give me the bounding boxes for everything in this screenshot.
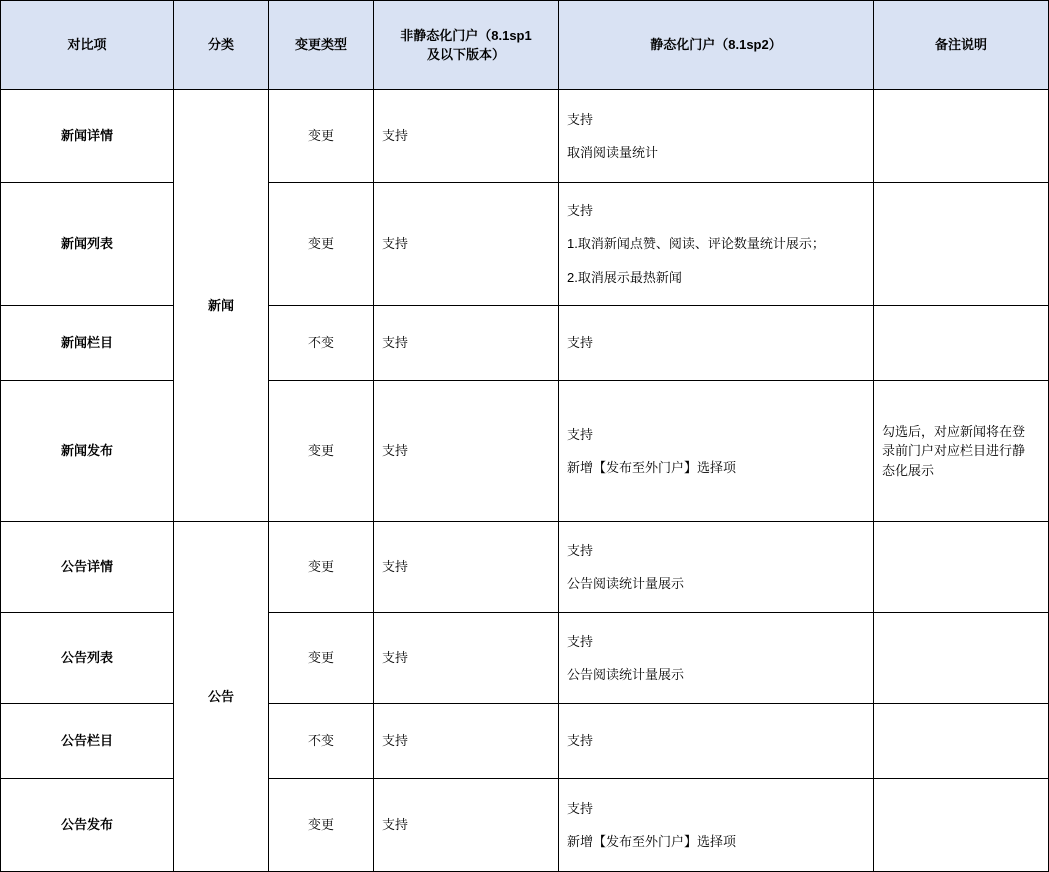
cell-non-static: 支持 [374, 381, 559, 522]
table-row [1, 704, 1049, 779]
static-line: 支持 [567, 800, 594, 816]
cell-remark [874, 90, 1049, 183]
cell-change-type: 不变 [269, 306, 374, 381]
header-row [1, 1, 1049, 90]
cell-remark [874, 704, 1049, 779]
remark-line: 录前门户对应栏目进行静 [882, 443, 1026, 459]
static-line: 2.取消展示最热新闻 [567, 269, 682, 285]
cell-change-type: 变更 [269, 779, 374, 872]
cell-item: 公告栏目 [1, 704, 174, 779]
cell-item: 新闻详情 [1, 90, 174, 183]
cell-remark [874, 779, 1049, 872]
cell-static [559, 183, 874, 306]
static-line: 支持 [567, 633, 594, 649]
static-line: 1.取消新闻点赞、阅读、评论数量统计展示； [567, 236, 825, 252]
header-cell-remark: 备注说明 [874, 1, 1049, 90]
cell-static [559, 779, 874, 872]
cell-static [559, 522, 874, 613]
table-header [1, 1, 1049, 90]
table-row [1, 522, 1049, 613]
static-line: 支持 [567, 542, 594, 558]
cell-non-static: 支持 [374, 306, 559, 381]
header-cell-change-type: 变更类型 [269, 1, 374, 90]
cell-remark [874, 522, 1049, 613]
remark-line: 态化展示 [882, 462, 935, 478]
static-line: 支持 [567, 202, 594, 218]
table-row [1, 306, 1049, 381]
static-line: 支持 [567, 335, 594, 351]
table-row [1, 779, 1049, 872]
cell-non-static: 支持 [374, 90, 559, 183]
static-line: 支持 [567, 111, 594, 127]
header-cell-item: 对比项 [1, 1, 174, 90]
cell-remark [874, 613, 1049, 704]
cell-change-type: 变更 [269, 522, 374, 613]
cell-change-type: 变更 [269, 613, 374, 704]
cell-item: 公告列表 [1, 613, 174, 704]
header-cell-category: 分类 [174, 1, 269, 90]
static-line: 支持 [567, 426, 594, 442]
cell-change-type: 不变 [269, 704, 374, 779]
cell-non-static: 支持 [374, 704, 559, 779]
cell-static [559, 90, 874, 183]
static-line: 公告阅读统计量展示 [567, 576, 685, 591]
cell-item: 公告发布 [1, 779, 174, 872]
header-non-static-line1: 非静态化门户（8.1sp1 [400, 27, 532, 43]
cell-change-type: 变更 [269, 381, 374, 522]
table-row [1, 183, 1049, 306]
cell-item: 公告详情 [1, 522, 174, 613]
cell-static [559, 704, 874, 779]
static-line: 新增【发布至外门户】选择项 [567, 834, 737, 849]
remark-line: 勾选后，对应新闻将在登 [882, 423, 1026, 439]
cell-item: 新闻发布 [1, 381, 174, 522]
table-row [1, 613, 1049, 704]
cell-change-type: 变更 [269, 183, 374, 306]
static-line: 新增【发布至外门户】选择项 [567, 460, 737, 475]
cell-remark [874, 306, 1049, 381]
table-body [1, 90, 1049, 872]
cell-non-static: 支持 [374, 613, 559, 704]
cell-non-static: 支持 [374, 522, 559, 613]
cell-static [559, 613, 874, 704]
table-row [1, 90, 1049, 183]
static-line: 取消阅读量统计 [567, 145, 659, 160]
header-cell-non-static-portal [374, 1, 559, 90]
cell-remark [874, 183, 1049, 306]
cell-static [559, 381, 874, 522]
cell-item: 新闻列表 [1, 183, 174, 306]
cell-non-static: 支持 [374, 779, 559, 872]
table-row [1, 381, 1049, 522]
static-line: 公告阅读统计量展示 [567, 667, 685, 682]
cell-static [559, 306, 874, 381]
header-non-static-line2: 及以下版本） [426, 47, 505, 62]
cell-change-type: 变更 [269, 90, 374, 183]
cell-non-static: 支持 [374, 183, 559, 306]
cell-category-news: 新闻 [174, 90, 269, 522]
cell-remark [874, 381, 1049, 522]
header-cell-static-portal: 静态化门户（8.1sp2） [559, 1, 874, 90]
cell-item: 新闻栏目 [1, 306, 174, 381]
static-line: 支持 [567, 733, 594, 749]
cell-category-announcement: 公告 [174, 522, 269, 872]
